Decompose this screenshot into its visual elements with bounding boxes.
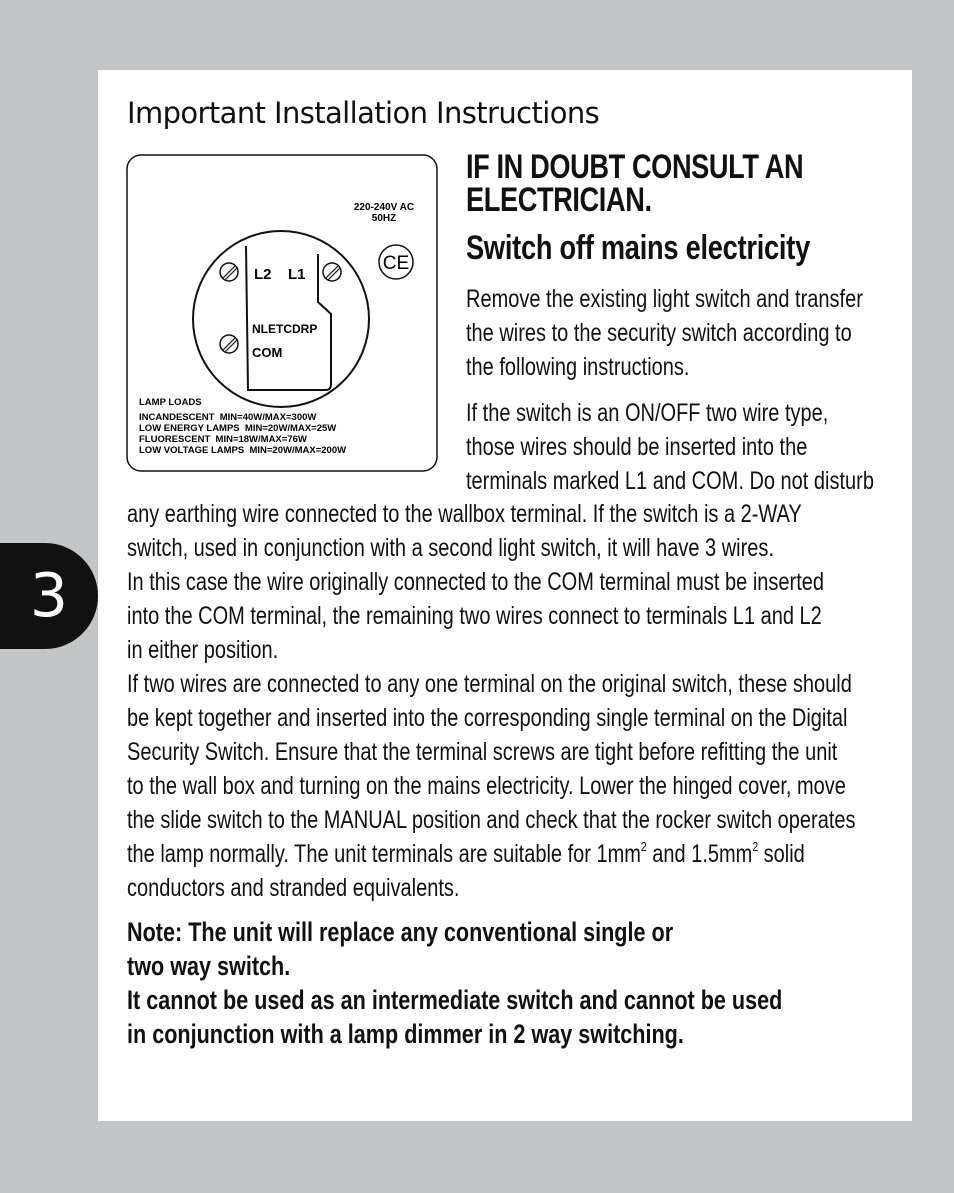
- text-line: conductors and stranded equivalents.: [127, 874, 460, 902]
- lamp-load-row: LOW ENERGY LAMPS MIN=20W/MAX=25W: [139, 423, 337, 434]
- doubt-heading: [466, 148, 842, 219]
- screw-icon: [220, 335, 238, 353]
- text-line: If two wires are connected to any one terminal on the original switch, these should: [127, 670, 852, 698]
- lamp-load-row: LOW VOLTAGE LAMPS MIN=20W/MAX=200W: [139, 445, 347, 456]
- text-line: the slide switch to the MANUAL position and check that the rocker switch operates: [127, 806, 856, 834]
- text-line: switch, used in conjunction with a second light switch, it will have 3 wires.: [127, 534, 774, 562]
- text-line: those wires should be inserted into the: [466, 433, 808, 461]
- text-line: the wires to the security switch according to: [466, 319, 852, 347]
- text-line: If the switch is an ON/OFF two wire type,: [466, 399, 829, 427]
- doubt-heading-line: ELECTRICIAN.: [466, 181, 652, 219]
- voltage-label: 220-240V AC: [353, 202, 415, 213]
- terminal-com-label: COM: [252, 345, 283, 360]
- lamp-load-row: FLUORESCENT MIN=18W/MAX=76W: [139, 434, 307, 445]
- instructions-body: [127, 497, 895, 905]
- note-line: in conjunction with a lamp dimmer in 2 way switching.: [127, 1019, 684, 1049]
- ce-mark-icon: [379, 245, 413, 279]
- screw-icon: [323, 263, 341, 281]
- text-line: Remove the existing light switch and transfer: [466, 285, 863, 313]
- text-line: terminals marked L1 and COM. Do not disturb: [466, 467, 874, 495]
- note-paragraph: [127, 915, 831, 1051]
- screw-icon: [220, 263, 238, 281]
- terminal-nletcdrp-label: NLETCDRP: [252, 322, 318, 336]
- intro-paragraph: [466, 282, 894, 384]
- section-number: 3: [29, 561, 69, 631]
- frequency-label: 50HZ: [371, 213, 397, 224]
- text-line: be kept together and inserted into the corresponding single terminal on the Digital: [127, 704, 848, 732]
- doubt-heading-line: IF IN DOUBT CONSULT AN: [466, 148, 804, 186]
- switch-wiring-diagram: [126, 154, 438, 472]
- note-line: two way switch.: [127, 951, 291, 981]
- text-line: into the COM terminal, the remaining two wires connect to terminals L1 and L2: [127, 602, 822, 630]
- terminal-l1-label: L1: [288, 266, 306, 283]
- text-line: in either position.: [127, 636, 279, 664]
- text-line: In this case the wire originally connected to the COM terminal must be inserted: [127, 568, 824, 596]
- text-line: the following instructions.: [466, 353, 690, 381]
- svg-text:CE: CE: [382, 253, 410, 274]
- lamp-loads-heading: LAMP LOADS: [139, 397, 202, 408]
- section-tab: [0, 543, 98, 649]
- text-line-with-superscript: the lamp normally. The unit terminals are suitable for $1mm^2$ and $1.5mm^2$ solid: [127, 839, 805, 868]
- terminal-l2-label: L2: [254, 266, 272, 283]
- text-line: Security Switch. Ensure that the terminal screws are tight before refitting the unit: [127, 738, 838, 766]
- text-line: any earthing wire connected to the wallbox terminal. If the switch is a 2-WAY: [127, 500, 802, 528]
- switch-off-heading: Switch off mains electricity: [466, 229, 810, 267]
- two-wire-paragraph: [466, 396, 894, 498]
- note-line: Note: The unit will replace any conventional single or: [127, 917, 674, 947]
- note-line: It cannot be used as an intermediate switch and cannot be used: [127, 985, 783, 1015]
- text-line: to the wall box and turning on the mains electricity. Lower the hinged cover, move: [127, 772, 846, 800]
- lamp-load-row: INCANDESCENT MIN=40W/MAX=300W: [139, 412, 317, 423]
- page-title: Important Installation Instructions: [127, 96, 600, 130]
